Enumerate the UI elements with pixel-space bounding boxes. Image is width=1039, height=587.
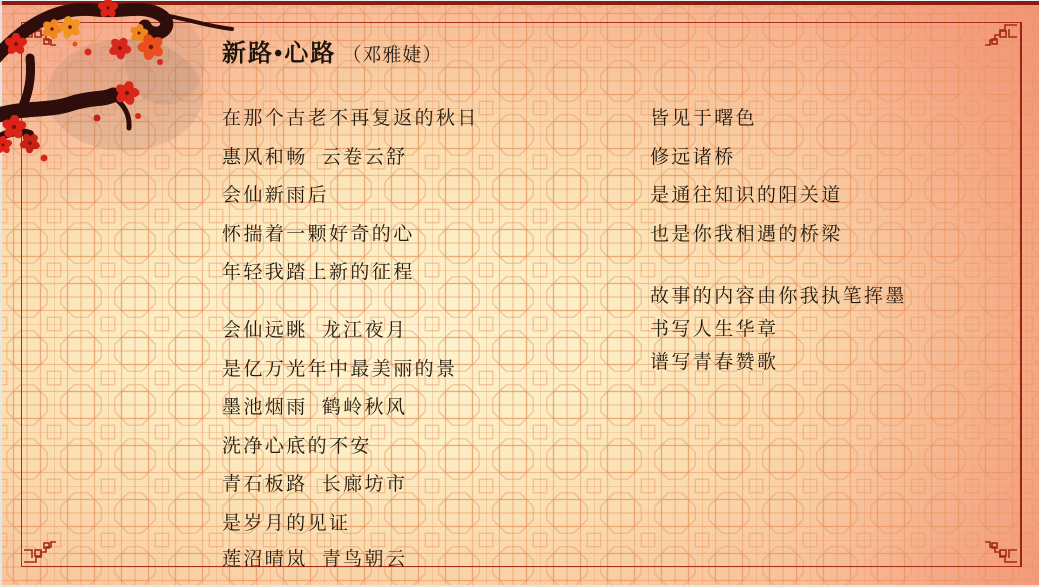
stanza-gap — [222, 293, 479, 312]
poem-line: 故事的内容由你我执笔挥墨 — [650, 286, 907, 308]
poem-line: 是岁月的见证 — [222, 512, 351, 534]
poem-line: 会仙远眺 龙江夜月 — [222, 319, 408, 341]
poem-line: 修远诸桥 — [650, 146, 736, 168]
poem-line: 莲沼晴岚 青鸟朝云 — [222, 548, 408, 570]
poem-column-left — [222, 100, 479, 575]
poem-line: 是通往知识的阳关道 — [650, 185, 843, 207]
slide-title-row — [222, 33, 442, 68]
poem-line: 谱写青春赞歌 — [650, 352, 779, 374]
poem-line: 是亿万光年中最美丽的景 — [222, 358, 458, 380]
poem-line: 惠风和畅 云卷云舒 — [222, 146, 408, 168]
page-title: 新路•心路 — [222, 41, 337, 67]
poem-line: 会仙新雨后 — [222, 185, 330, 207]
poem-line: 青石板路 长廊坊市 — [222, 474, 408, 496]
poem-line: 怀揣着一颗好奇的心 — [222, 223, 415, 245]
poem-line: 墨池烟雨 鹤岭秋风 — [222, 397, 408, 419]
title-author: （邓雅婕） — [342, 45, 443, 66]
poem-line: 书写人生华章 — [650, 319, 779, 341]
poem-line: 也是你我相遇的桥梁 — [650, 223, 843, 245]
poem-line: 皆见于曙色 — [650, 108, 758, 129]
stanza-gap — [650, 254, 907, 280]
poem-line: 年轻我踏上新的征程 — [222, 262, 415, 284]
poem-line: 在那个古老不再复返的秋日 — [222, 108, 479, 129]
poem-stanza-tight — [650, 280, 907, 379]
poem-column-right — [650, 100, 907, 379]
poem-line: 洗净心底的不安 — [222, 435, 372, 457]
